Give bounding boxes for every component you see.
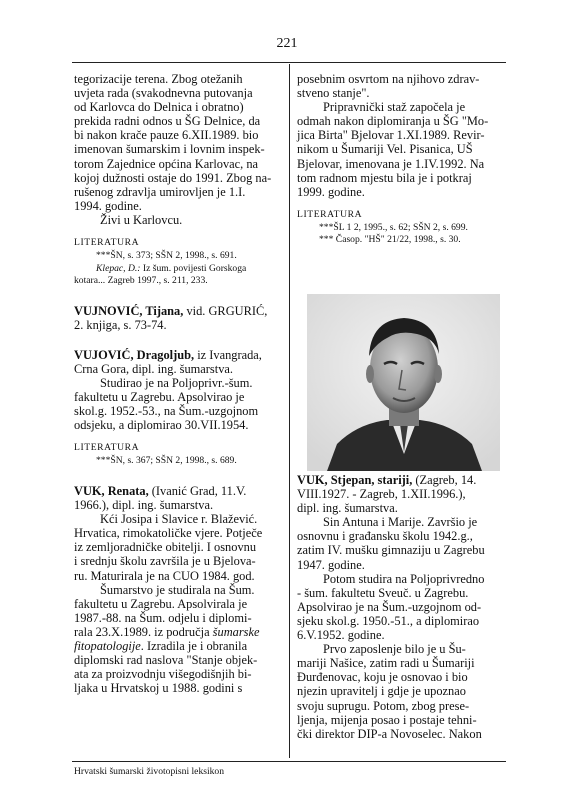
text-line: ljaka u Hrvatskoj u 1988. godini s bbox=[74, 681, 243, 696]
top-rule bbox=[72, 62, 506, 63]
text-line: sjeku skol.g. 1950.-51., a diplomirao bbox=[297, 613, 480, 628]
literature-item: ***ŠN, s. 367; SŠN 2, 1998., s. 689. bbox=[96, 455, 237, 467]
right-column-lower: VUK, Stjepan, stariji, (Zagreb, 14. VIII.1927. - Zagreb, 1.XII.1996.), dipl. ing. šumarstva. Sin Antuna i Marije. Završio je osnovnu i građansku školu 1942.g., zatim IV. mušku gimnaziju u Zagrebu 1947. godine. Potom studira na Poljoprivredno - šum. fakultetu Sveuč. u Zagrebu. Apsolvirao je na Šum.-uzgojnom od- sjeku skol.g. 1950.-51., a diplomirao 6.V.1952. godine. Prvo zaposlenje bilo je u Šu- mariji Našice, zatim radi u Šumariji Đurđenovac, koju je osnovao i bio njezin upravitelj i gdje je upoznao svoju suprugu. Potom, zbog prese- ljenja, mijenja posao i postaje tehni- čki direktor DIP-a Novoselec. Nakon bbox=[297, 473, 505, 741]
paragraph bbox=[74, 72, 282, 213]
entry-vuk-renata: VUK, Renata, (Ivanić Grad, 11.V. 1966.), dipl. ing. šumarstva. Kći Josipa i Slavice r. Blažević. Hrvatica, rimokatoličke vjere. Potječe iz zemljoradničke obitelji. I osnovnu i srednju školu završila je u Bjelova- ru. Maturirala je na CUO 1984. god. Šumarstvo je studirala na Šum. fakultetu u Zagrebu. Apsolvirala je 1987.-88. na Šum. odjelu i diplomi- rala 23.X.1989. iz područja šumarske fitopatologije. Izradila je i obranila diplomski rad naslova "Stanje objek- ata za proizvodnju višegodišnjih bi- ljaka u Hrvatskoj u 1988. godini s bbox=[74, 484, 282, 695]
text-line: fitopatologije. Izradila je i obranila bbox=[74, 639, 248, 653]
text-line: uvjeta rada (svakodnevna putovanja bbox=[74, 86, 253, 101]
literature-heading: LITERATURA bbox=[74, 237, 140, 249]
text-line: diplomski rad naslova "Stanje objek- bbox=[74, 653, 258, 668]
right-column bbox=[297, 72, 505, 247]
text-line: Crna Gora, dipl. ing. šumarstva. bbox=[74, 361, 233, 376]
text-line: fakultetu u Zagrebu. Apsolvirala je bbox=[74, 596, 248, 611]
text-line: Šumarstvo je studirala na Šum. bbox=[100, 582, 255, 597]
text-line: stveno stanje". bbox=[297, 86, 370, 101]
text-line: Apsolvirao je na Šum.-uzgojnom od- bbox=[297, 599, 482, 614]
text-line: posebnim osvrtom na njihovo zdrav- bbox=[297, 72, 480, 86]
text-line: Kći Josipa i Slavice r. Blažević. bbox=[100, 512, 258, 527]
bottom-rule bbox=[72, 761, 506, 762]
text-line: 1947. godine. bbox=[297, 557, 365, 572]
text-line: odmah nakon diplomiranja u ŠG "Mo- bbox=[297, 114, 489, 129]
text-line: 1987.-88. na Šum. odjelu i diplomi- bbox=[74, 610, 252, 625]
text-line: rušenog zdravlja umirovljen je 1.I. bbox=[74, 184, 246, 199]
text-line: - šum. fakultetu Sveuč. u Zagrebu. bbox=[297, 585, 469, 600]
text-line: ru. Maturirala je na CUO 1984. god. bbox=[74, 568, 255, 583]
literature-heading: LITERATURA bbox=[297, 208, 363, 220]
page-number: 221 bbox=[276, 36, 298, 51]
text-line: Bjelovar, imenovana je 1.IV.1992. Na bbox=[297, 156, 485, 171]
text-line: njezin upravitelj i gdje je upoznao bbox=[297, 684, 466, 699]
literature-item: ***ŠN, s. 373; SŠN 2, 1998., s. 691. bbox=[96, 250, 237, 262]
text-line: jica Birta" Bjelovar 1.XI.1989. Revir- bbox=[297, 128, 485, 143]
entry-headword: VUJOVIĆ, Dragoljub, bbox=[74, 347, 195, 362]
text-line: VIII.1927. - Zagreb, 1.XII.1996.), bbox=[297, 487, 466, 502]
literature-item: ***ŠL 1 2, 1995., s. 62; SŠN 2, s. 699. bbox=[319, 221, 468, 233]
text-line: ata za proizvodnju višegodišnjih bi- bbox=[74, 667, 252, 682]
entry-vujovic: VUJOVIĆ, Dragoljub, iz Ivangrada, Crna Gora, dipl. ing. šumarstva. Studirao je na Poljoprivr.-šum. fakultetu u Zagrebu. Apsolvirao je skol.g. 1952.-53., na Šum.-uzgojnom odsjeku, a diplomirao 30.VII.1954. LITERATURA ***ŠN, s. 367; SŠN 2, 1998., s. 689. bbox=[74, 348, 282, 468]
left-column bbox=[74, 72, 282, 695]
literature-item-continued: kotara... Zagreb 1997., s. 211, 233. bbox=[74, 275, 208, 287]
text-line: tom radnom mjestu bila je i potkraj bbox=[297, 170, 472, 185]
text-line: 1994. godine. bbox=[74, 198, 142, 213]
text-line: zatim IV. mušku gimnaziju u Zagrebu bbox=[297, 543, 485, 558]
text-line: ljenja, mijenja posao i postaje tehni- bbox=[297, 712, 477, 727]
text-line: odsjeku, a diplomirao 30.VII.1954. bbox=[74, 418, 249, 433]
text-line: mariji Našice, zatim radi u Šumariji bbox=[297, 656, 475, 671]
literature-item: Klepac, D.: Iz šum. povijesti Gorskoga bbox=[96, 262, 247, 274]
text-line: iz zemljoradničke obitelji. I osnovnu bbox=[74, 540, 257, 555]
literature-heading: LITERATURA bbox=[74, 442, 140, 454]
text-line: 6.V.1952. godine. bbox=[297, 628, 385, 643]
column-divider bbox=[289, 64, 290, 758]
text-line: dipl. ing. šumarstva. bbox=[297, 501, 398, 516]
text-line: Hrvatica, rimokatoličke vjere. Potječe bbox=[74, 526, 263, 541]
text-line: imenovan šumarskim i lovnim inspek- bbox=[74, 142, 265, 157]
paragraph: Živi u Karlovcu. bbox=[100, 212, 183, 227]
text-line: osnovnu i građansku školu 1942.g., bbox=[297, 529, 473, 544]
text-line: Sin Antuna i Marije. Završio je bbox=[323, 515, 478, 530]
entry-headword: VUJNOVIĆ, Tijana, bbox=[74, 303, 184, 318]
text-line: skol.g. 1952.-53., na Šum.-uzgojnom bbox=[74, 404, 259, 419]
portrait-photo bbox=[307, 294, 500, 471]
text-line: čki direktor DIP-a Novoselec. Nakon bbox=[297, 726, 482, 741]
text-line: 1999. godine. bbox=[297, 184, 365, 199]
text-line: svoju suprugu. Potom, zbog prese- bbox=[297, 698, 470, 713]
text-line: i srednju školu završila je u Bjelova- bbox=[74, 554, 256, 569]
text-line: Prvo zaposlenje bilo je u Šu- bbox=[323, 642, 466, 657]
text-line: tegorizacije terena. Zbog otežanih bbox=[74, 72, 243, 86]
text-line: nikom u Šumariji Vel. Pisanica, UŠ bbox=[297, 142, 473, 157]
entry-vujnovic: VUJNOVIĆ, Tijana, vid. GRGURIĆ, 2. knjiga, s. 73-74. bbox=[74, 303, 268, 332]
text-line: torom Zajednice općina Karlovac, na bbox=[74, 156, 259, 171]
text-line: bi nakon krače pauze 6.XII.1989. bio bbox=[74, 128, 259, 143]
text-line: Pripravnički staž započela je bbox=[323, 100, 466, 115]
literature-item: *** Časop. "HŠ" 21/22, 1998., s. 30. bbox=[319, 234, 461, 246]
entry-headword: VUK, Stjepan, stariji, bbox=[297, 473, 413, 487]
text-line: Studirao je na Poljoprivr.-šum. bbox=[100, 376, 253, 390]
text-line: prekida radni odnos u ŠG Delnice, da bbox=[74, 114, 261, 129]
text-line: Potom studira na Poljoprivredno bbox=[323, 571, 485, 586]
text-line: Đurđenovac, koju je osnovao i bio bbox=[297, 670, 468, 685]
text-line: rala 23.X.1989. iz područja šumarske bbox=[74, 624, 260, 639]
text-line: fakultetu u Zagrebu. Apsolvirao je bbox=[74, 390, 245, 405]
entry-headword: VUK, Renata, bbox=[74, 483, 149, 498]
footer-title: Hrvatski šumarski životopisni leksikon bbox=[74, 766, 225, 777]
text-line: kojoj dužnosti ostaje do 1991. Zbog na- bbox=[74, 170, 272, 185]
text-line: od Karlovca do Delnica i obratno) bbox=[74, 100, 244, 115]
